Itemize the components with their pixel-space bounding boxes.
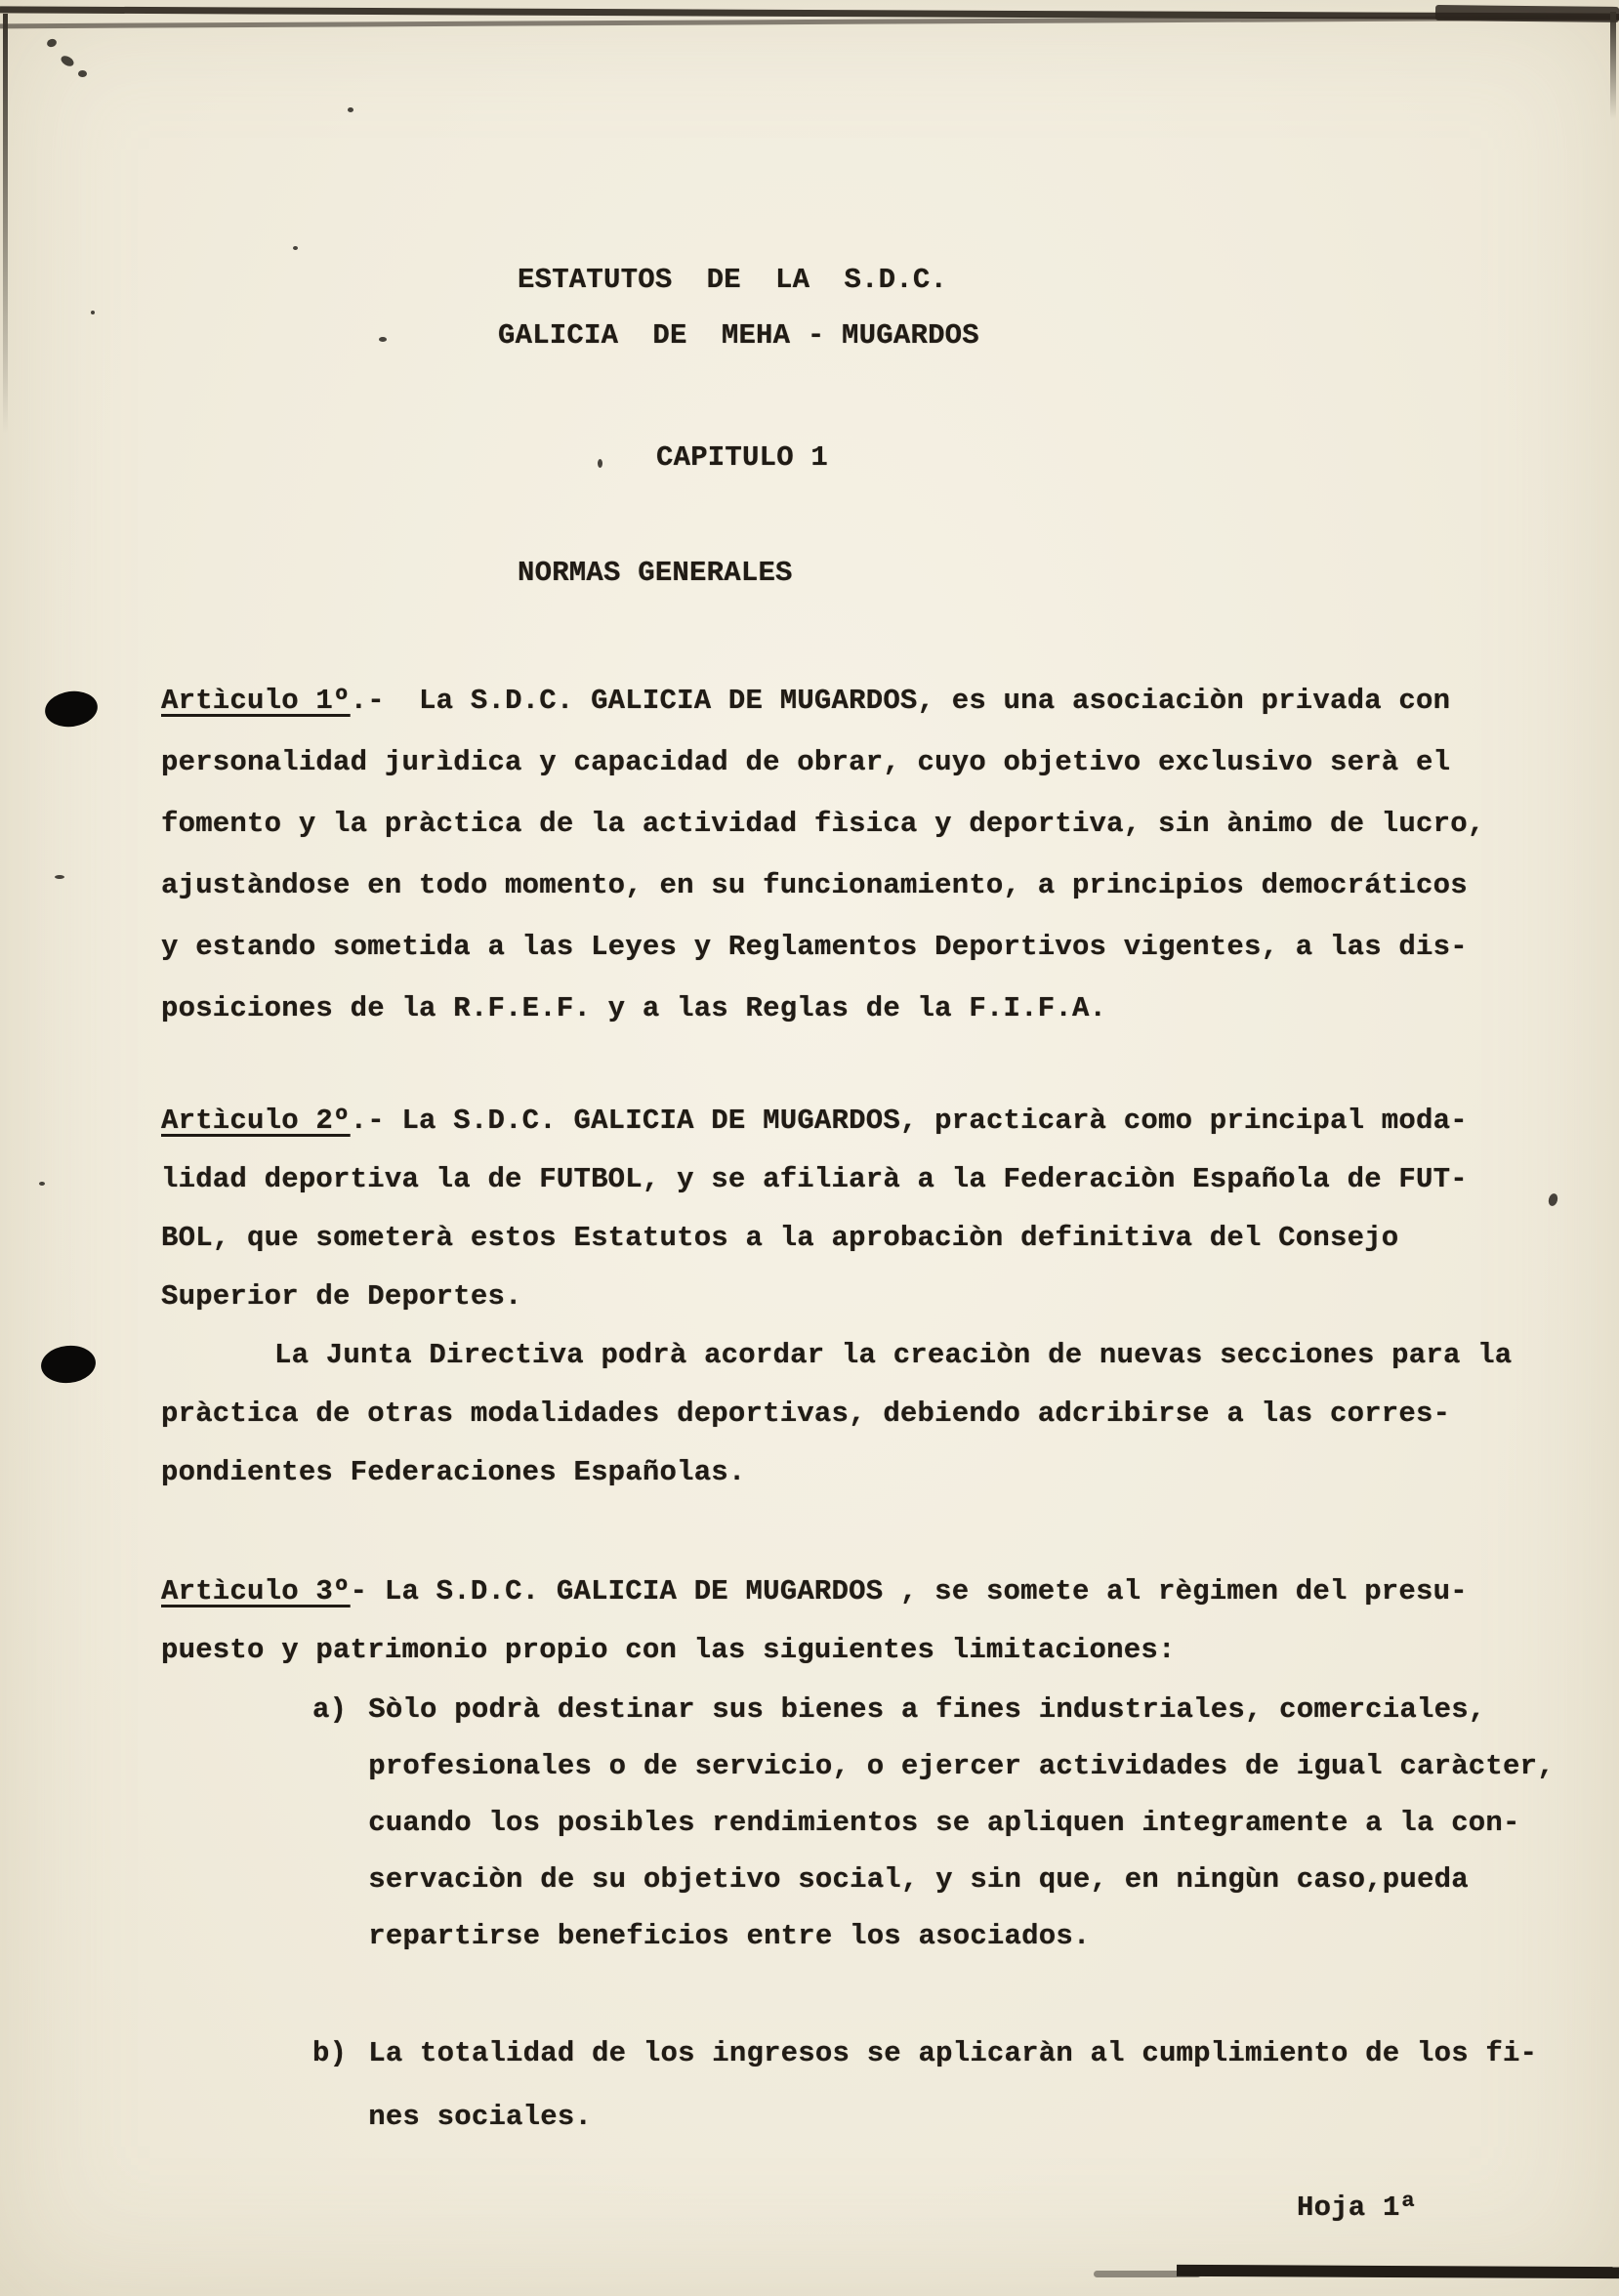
text-line: pondientes Federaciones Españolas. <box>161 1456 746 1488</box>
scan-speck <box>91 311 95 314</box>
text-line: personalidad jurìdica y capacidad de obrar, cuyo objetivo exclusivo serà el <box>161 746 1451 778</box>
article-heading: Artìculo 1º <box>161 685 351 717</box>
text-line: pràctica de otras modalidades deportivas, debiendo adcribirse a las corres- <box>161 1398 1451 1430</box>
article-heading: Artìculo 3º <box>161 1575 351 1607</box>
text-line: Superior de Deportes. <box>161 1280 522 1313</box>
text-line: repartirse beneficios entre los asociados. <box>368 1920 1091 1952</box>
text-line: La totalidad de los ingresos se aplicaràn al cumplimiento de los fi- <box>368 2037 1538 2069</box>
list-item-b <box>312 2022 1537 2149</box>
scan-edge-right <box>1610 12 1616 119</box>
document-title-line-1: ESTATUTOS DE LA S.D.C. <box>518 264 948 296</box>
text-line: posiciones de la R.F.E.F. y a las Reglas de la F.I.F.A. <box>161 992 1107 1024</box>
text-line: y estando sometida a las Leyes y Reglamentos Deportivos vigentes, a las dis- <box>161 931 1468 963</box>
text-line: lidad deportiva la de FUTBOL, y se afiliarà a la Federaciòn Española de FUT- <box>161 1163 1468 1195</box>
scan-speck <box>55 875 64 879</box>
article-3-paragraph <box>161 1563 1468 1680</box>
text-line: ajustàndose en todo momento, en su funcionamiento, a principios democráticos <box>161 869 1468 901</box>
chapter-heading: CAPITULO 1 <box>656 441 829 474</box>
punch-hole-bottom <box>39 1343 98 1386</box>
text-line: cuando los posibles rendimientos se apliquen integramente a la con- <box>368 1807 1520 1839</box>
text-line: La Junta Directiva podrà acordar la creaciòn de nuevas secciones para la <box>274 1339 1513 1371</box>
scan-speck <box>293 246 298 250</box>
text-line: profesionales o de servicio, o ejercer actividades de igual caràcter, <box>368 1750 1555 1782</box>
text-line: Sòlo podrà destinar sus bienes a fines industriales, comerciales, <box>368 1693 1486 1726</box>
text-line: Artìculo 2º.- La S.D.C. GALICIA DE MUGARDOS, practicarà como principal moda- <box>161 1105 1468 1137</box>
scan-speck <box>60 54 76 68</box>
list-marker-a: a) <box>312 1693 348 1726</box>
scan-speck <box>78 70 87 77</box>
scan-speck <box>348 107 353 112</box>
article-1-paragraph <box>161 670 1484 1039</box>
text-line: Artìculo 1º.- La S.D.C. GALICIA DE MUGARDOS, es una asociaciòn privada con <box>161 685 1451 717</box>
scan-edge-bottom <box>1177 2265 1619 2278</box>
article-2-paragraph <box>161 1092 1512 1502</box>
scan-speck <box>598 459 602 468</box>
list-item-a-text <box>368 1682 1555 1965</box>
scan-edge-left <box>3 14 8 434</box>
article-heading: Artìculo 2º <box>161 1105 351 1137</box>
scan-speck <box>1547 1192 1558 1207</box>
text-line: BOL, que someterà estos Estatutos a la aprobaciòn definitiva del Consejo <box>161 1222 1399 1254</box>
scan-speck <box>46 38 58 49</box>
list-item-a <box>312 1682 1555 1965</box>
text-line: puesto y patrimonio propio con las siguientes limitaciones: <box>161 1634 1176 1666</box>
list-marker-b: b) <box>312 2037 348 2069</box>
text-line: servaciòn de su objetivo social, y sin que, en ningùn caso,pueda <box>368 1863 1469 1896</box>
scan-speck <box>39 1182 45 1186</box>
section-heading: NORMAS GENERALES <box>518 557 793 589</box>
punch-hole-top <box>43 688 100 730</box>
text-line: fomento y la pràctica de la actividad fìsica y deportiva, sin ànimo de lucro, <box>161 808 1485 840</box>
scan-speck <box>379 337 387 342</box>
scan-edge-top-secondary <box>0 16 1619 29</box>
list-item-b-text <box>368 2022 1537 2149</box>
document-title-line-2: GALICIA DE MEHA - MUGARDOS <box>498 319 979 352</box>
text-line: Artìculo 3º- La S.D.C. GALICIA DE MUGARDOS , se somete al règimen del presu- <box>161 1575 1468 1607</box>
page-number: Hoja 1ª <box>1297 2192 1418 2224</box>
scan-edge-top-right <box>1435 5 1619 22</box>
scan-edge-bottom-fade <box>1094 2271 1201 2277</box>
text-line: nes sociales. <box>368 2101 593 2133</box>
